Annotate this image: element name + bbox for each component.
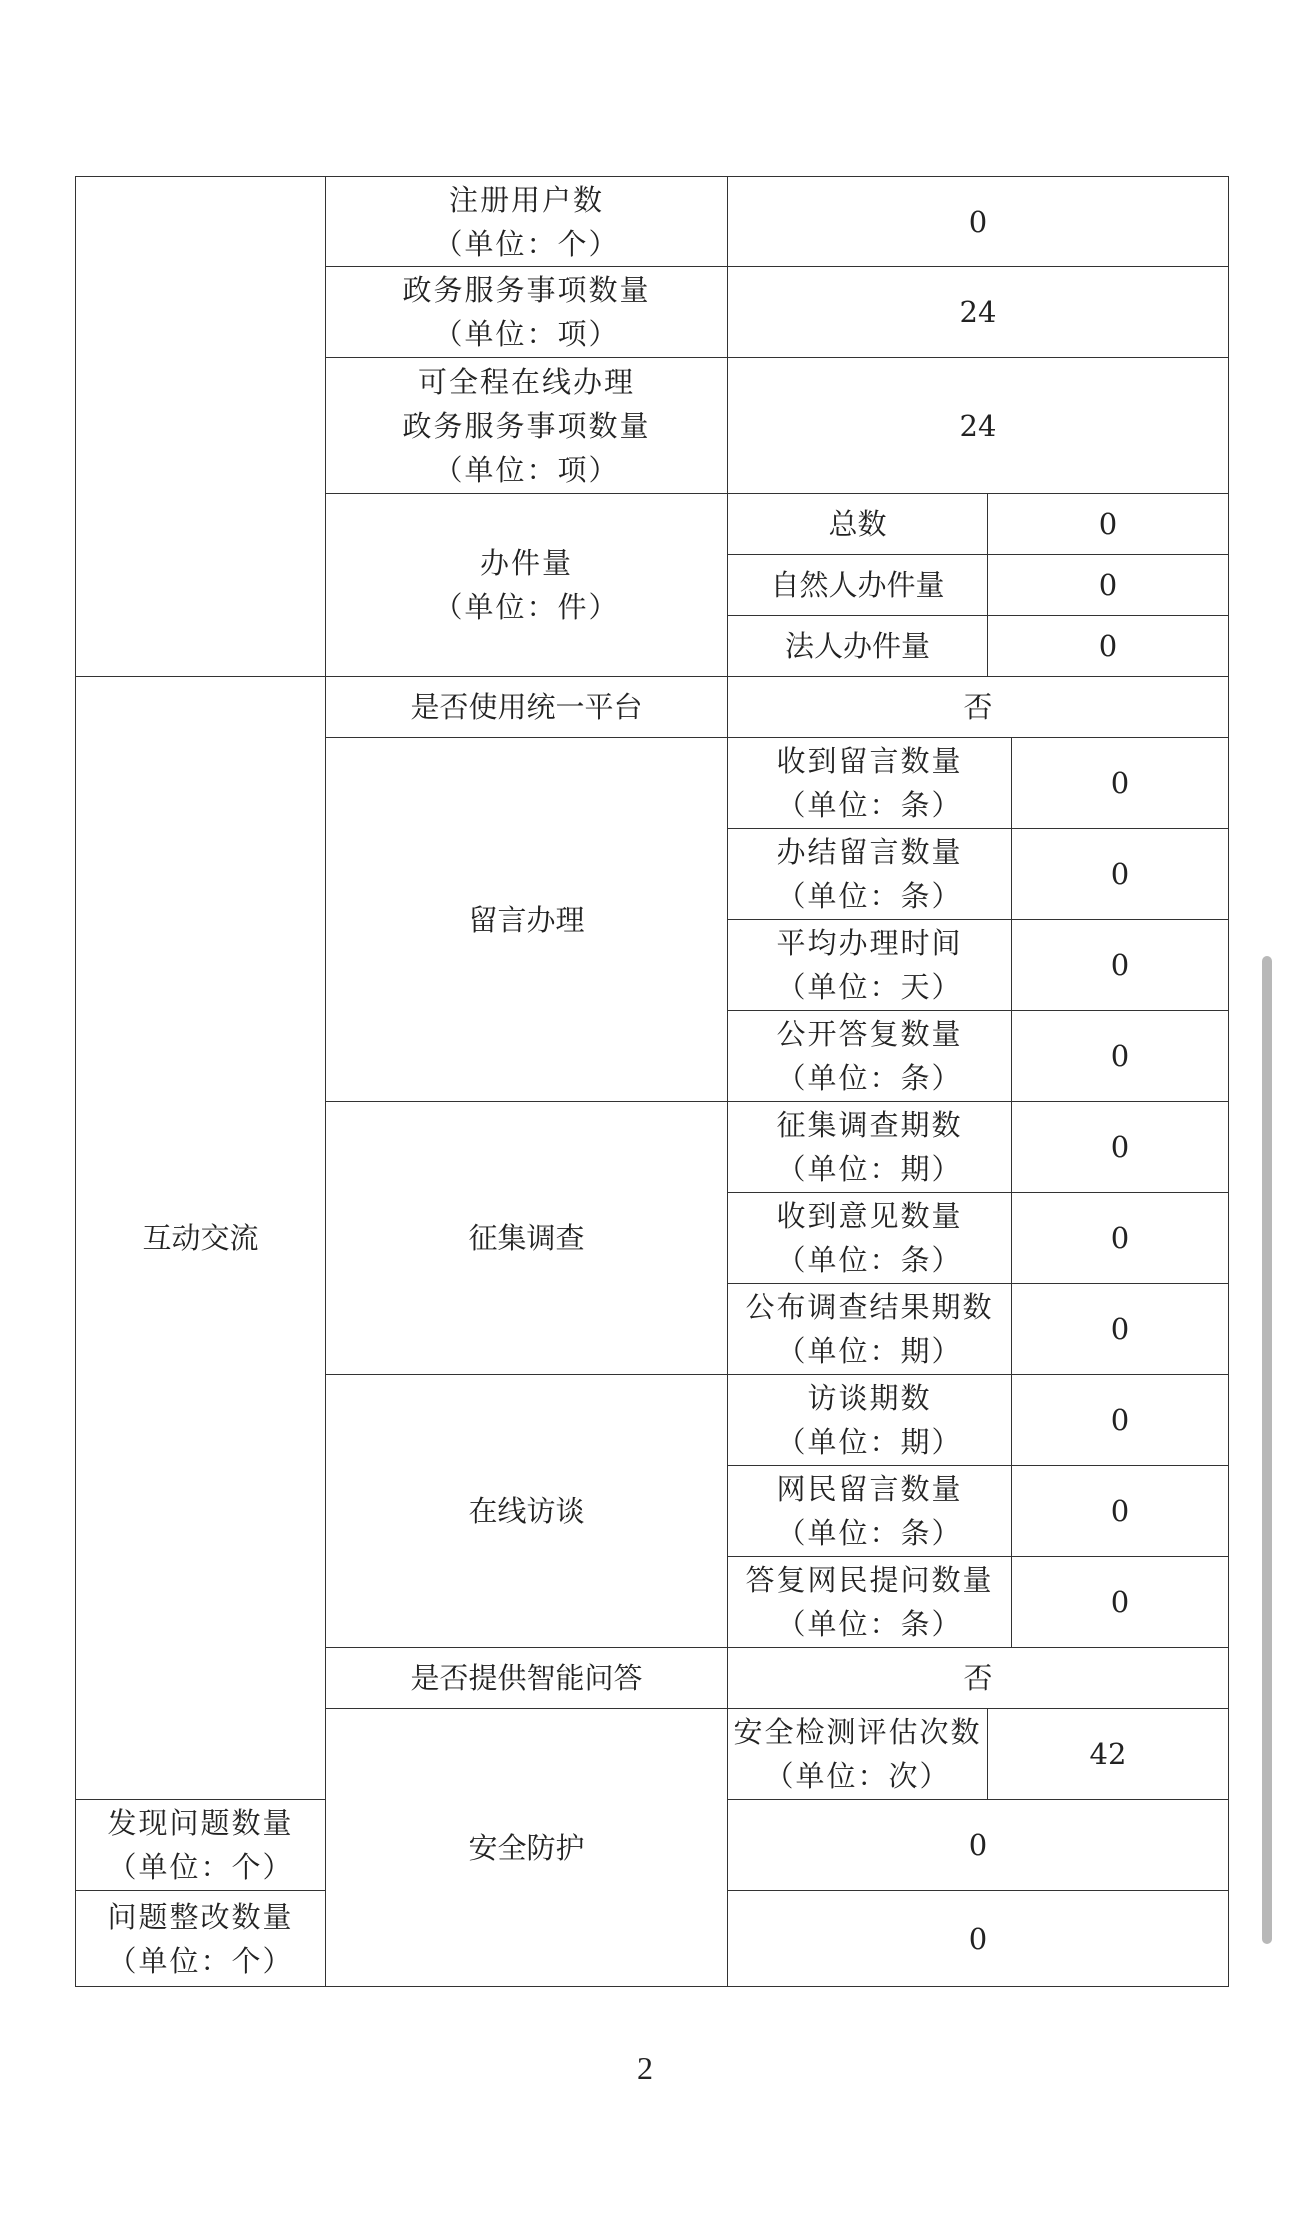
- service-category-cell: [76, 177, 326, 677]
- survey-periods-value: 0: [1012, 1102, 1229, 1193]
- interview-messages-value: 0: [1012, 1466, 1229, 1557]
- handling-natural-person-label: 自然人办件量: [728, 555, 988, 616]
- handling-natural-person-value: 0: [988, 555, 1229, 616]
- statistics-table: [75, 176, 1229, 1987]
- survey-results-value: 0: [1012, 1284, 1229, 1375]
- table-row: [76, 677, 1229, 738]
- registered-users-value: 0: [728, 177, 1229, 267]
- survey-opinions-value: 0: [1012, 1193, 1229, 1284]
- unified-platform-label: 是否使用统一平台: [326, 677, 728, 738]
- handling-legal-person-value: 0: [988, 616, 1229, 677]
- interview-periods-label: 访谈期数 （单位：期）: [728, 1375, 1012, 1466]
- security-checks-value: 42: [988, 1709, 1229, 1800]
- survey-title: 征集调查: [326, 1102, 728, 1375]
- messages-received-label: 收到留言数量 （单位：条）: [728, 738, 1012, 829]
- issues-fixed-label: 问题整改数量 （单位：个）: [76, 1891, 326, 1987]
- survey-periods-label: 征集调查期数 （单位：期）: [728, 1102, 1012, 1193]
- messages-avg-time-value: 0: [1012, 920, 1229, 1011]
- smart-qa-value: 否: [728, 1648, 1229, 1709]
- service-items-label: 政务服务事项数量 （单位：项）: [326, 267, 728, 358]
- issues-found-label: 发现问题数量 （单位：个）: [76, 1800, 326, 1891]
- survey-opinions-label: 收到意见数量 （单位：条）: [728, 1193, 1012, 1284]
- handling-legal-person-label: 法人办件量: [728, 616, 988, 677]
- page-number: 2: [637, 2050, 653, 2086]
- messages-completed-value: 0: [1012, 829, 1229, 920]
- table-row: [76, 177, 1229, 267]
- online-items-value: 24: [728, 358, 1229, 494]
- messages-public-reply-label: 公开答复数量 （单位：条）: [728, 1011, 1012, 1102]
- registered-users-label: 注册用户数 （单位：个）: [326, 177, 728, 267]
- messages-public-reply-value: 0: [1012, 1011, 1229, 1102]
- messages-completed-label: 办结留言数量 （单位：条）: [728, 829, 1012, 920]
- issues-found-value: 0: [728, 1800, 1229, 1891]
- interview-replies-label: 答复网民提问数量 （单位：条）: [728, 1557, 1012, 1648]
- messages-received-value: 0: [1012, 738, 1229, 829]
- online-items-label: 可全程在线办理 政务服务事项数量 （单位：项）: [326, 358, 728, 494]
- interview-periods-value: 0: [1012, 1375, 1229, 1466]
- unified-platform-value: 否: [728, 677, 1229, 738]
- issues-fixed-value: 0: [728, 1891, 1229, 1987]
- smart-qa-label: 是否提供智能问答: [326, 1648, 728, 1709]
- messages-avg-time-label: 平均办理时间 （单位：天）: [728, 920, 1012, 1011]
- scrollbar-thumb[interactable]: [1262, 956, 1272, 1944]
- interaction-category-cell: 互动交流: [76, 677, 326, 1800]
- scrollbar[interactable]: [1262, 956, 1274, 1944]
- interview-title: 在线访谈: [326, 1375, 728, 1648]
- handling-total-label: 总数: [728, 494, 988, 555]
- interview-messages-label: 网民留言数量 （单位：条）: [728, 1466, 1012, 1557]
- handling-volume-label: 办件量 （单位：件）: [326, 494, 728, 677]
- handling-total-value: 0: [988, 494, 1229, 555]
- security-category-cell: 安全防护: [326, 1709, 728, 1987]
- survey-results-label: 公布调查结果期数 （单位：期）: [728, 1284, 1012, 1375]
- interview-replies-value: 0: [1012, 1557, 1229, 1648]
- service-items-value: 24: [728, 267, 1229, 358]
- messages-title: 留言办理: [326, 738, 728, 1102]
- security-checks-label: 安全检测评估次数 （单位：次）: [728, 1709, 988, 1800]
